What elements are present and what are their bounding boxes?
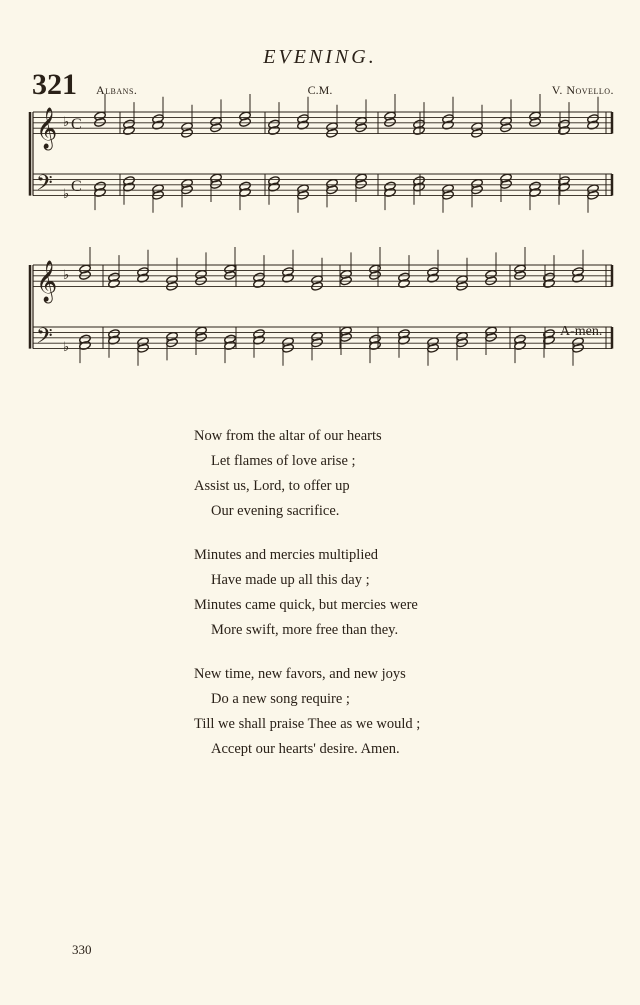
page-number: 330 <box>72 942 92 957</box>
flat-sign: ♭ <box>63 114 70 129</box>
treble-clef: 𝄞 <box>36 108 58 149</box>
composer: V. Novello. <box>551 83 614 97</box>
treble-clef: 𝄞 <box>36 261 58 302</box>
time-signature: C <box>71 178 82 195</box>
meter: C.M. <box>307 83 333 97</box>
verse-line: Now from the altar of our hearts <box>194 428 382 444</box>
flat-sign: ♭ <box>63 186 70 201</box>
amen-label: A-men. <box>560 324 603 339</box>
stanza-3 <box>194 662 420 762</box>
bass-clef: 𝄢 <box>36 171 53 201</box>
verse-line: Accept our hearts' desire. Amen. <box>211 741 400 757</box>
tune-name: Albans. <box>96 83 138 97</box>
verse-line: Our evening sacrifice. <box>211 503 340 519</box>
flat-sign: ♭ <box>63 339 70 354</box>
stanza-1 <box>194 424 420 524</box>
verse-line: Minutes and mercies multiplied <box>194 547 379 563</box>
flat-sign: ♭ <box>63 267 70 282</box>
verse-line: New time, new favors, and new joys <box>194 666 406 682</box>
bass-clef: 𝄢 <box>36 324 53 354</box>
verse-line: Till we shall praise Thee as we would ; <box>194 716 421 732</box>
stanza-2 <box>194 543 420 643</box>
verses <box>194 424 420 781</box>
verse-line: Assist us, Lord, to offer up <box>194 478 350 494</box>
verse-line: More swift, more free than they. <box>211 622 399 638</box>
verse-line: Do a new song require ; <box>211 691 350 707</box>
verse-line: Let flames of love arise ; <box>211 453 356 469</box>
time-signature: C <box>71 116 82 133</box>
section-title: EVENING. <box>263 46 377 68</box>
hymn-number: 321 <box>32 68 77 101</box>
verse-line: Minutes came quick, but mercies were <box>194 597 418 613</box>
verse-line: Have made up all this day ; <box>211 572 370 588</box>
music-score <box>0 0 640 400</box>
